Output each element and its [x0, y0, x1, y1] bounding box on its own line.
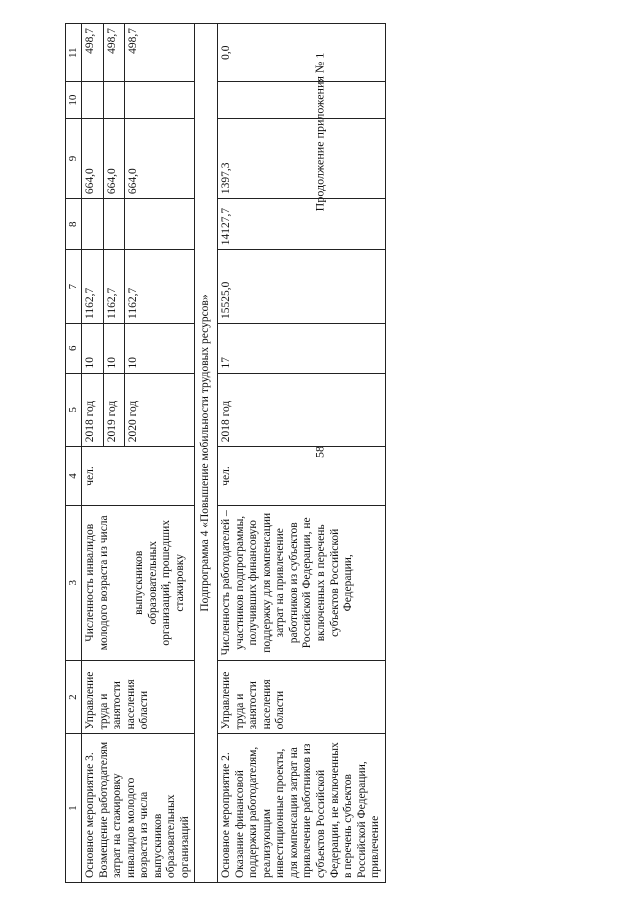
column-number: 2: [66, 660, 82, 733]
value-cell: [125, 81, 195, 117]
table-row: [81, 23, 103, 882]
indicator-text: Численность инвалидов молодого возраста из числа: [83, 514, 110, 650]
value-cell: 14127,7: [218, 198, 386, 249]
column-number: 4: [66, 446, 82, 504]
value-cell: [125, 198, 195, 249]
value-cell: 0,0: [218, 23, 386, 81]
column-number: 10: [66, 81, 82, 117]
value-cell: 15525,0: [218, 249, 386, 323]
executor-cell: Управление труда и занятости населения области: [218, 660, 386, 733]
value-cell: 1397,3: [218, 118, 386, 198]
column-number: 5: [66, 373, 82, 447]
indicator-cell: [81, 505, 195, 660]
value-cell: 10: [103, 323, 125, 373]
value-cell: 1162,7: [103, 249, 125, 323]
year-cell: 2018 год: [218, 373, 386, 447]
value-cell: 10: [81, 323, 103, 373]
page-number: 58: [312, 446, 327, 458]
value-cell: 664,0: [125, 118, 195, 198]
executor-cell: Управление труда и занятости населения области: [81, 660, 195, 733]
activity-cell: Основное мероприятие 2. Оказание финансовой поддержки работодателям, реализующим инвестиционные проекты, для компенсации затрат на привлечение работников из субъектов Российской Федерации, не включенных в перечень субъектов Российской Федерации, привлечение: [218, 733, 386, 882]
value-cell: [81, 81, 103, 117]
unit-cell: чел.: [81, 446, 195, 504]
column-number: 9: [66, 118, 82, 198]
year-cell: 2020 год: [125, 373, 195, 447]
value-cell: 1162,7: [125, 249, 195, 323]
value-cell: [218, 81, 386, 117]
year-cell: 2018 год: [81, 373, 103, 447]
column-number: 8: [66, 198, 82, 249]
table-row: [218, 23, 386, 882]
unit-cell: чел.: [218, 446, 386, 504]
subprogram-title: Подпрограмма 4 «Повышение мобильности трудовых ресурсов»: [195, 23, 218, 882]
column-number: 6: [66, 323, 82, 373]
program-activities-table: [65, 23, 386, 883]
value-cell: 17: [218, 323, 386, 373]
column-number: 1: [66, 733, 82, 882]
activity-cell: Основное мероприятие 3. Возмещение работодателям затрат на стажировку инвалидов молодого возраста из числа выпускников образовательных организаций: [81, 733, 195, 882]
column-number-row: [66, 23, 82, 882]
value-cell: 664,0: [103, 118, 125, 198]
column-number: 11: [66, 23, 82, 81]
rotated-table-sheet: [65, 23, 575, 883]
year-cell: 2019 год: [103, 373, 125, 447]
value-cell: 498,7: [81, 23, 103, 81]
value-cell: [81, 198, 103, 249]
value-cell: [103, 81, 125, 117]
value-cell: 498,7: [103, 23, 125, 81]
value-cell: 664,0: [81, 118, 103, 198]
value-cell: [103, 198, 125, 249]
value-cell: 1162,7: [81, 249, 103, 323]
indicator-cell: Численность работодателей – участников подпрограммы, получивших финансовую поддержку для компенсации затрат на привлечение работников из субъектов Российской Федерации, не включенных в перечень субъектов Российской Федерации,: [218, 505, 386, 660]
annex-continuation-note: Продолжение приложения № 1: [312, 52, 327, 212]
value-cell: 10: [125, 323, 195, 373]
column-number: 7: [66, 249, 82, 323]
value-cell: 498,7: [125, 23, 195, 81]
indicator-text: выпускников образовательных организаций, прошедших стажировку: [133, 519, 186, 646]
column-number: 3: [66, 505, 82, 660]
subprogram-header-row: [195, 23, 218, 882]
